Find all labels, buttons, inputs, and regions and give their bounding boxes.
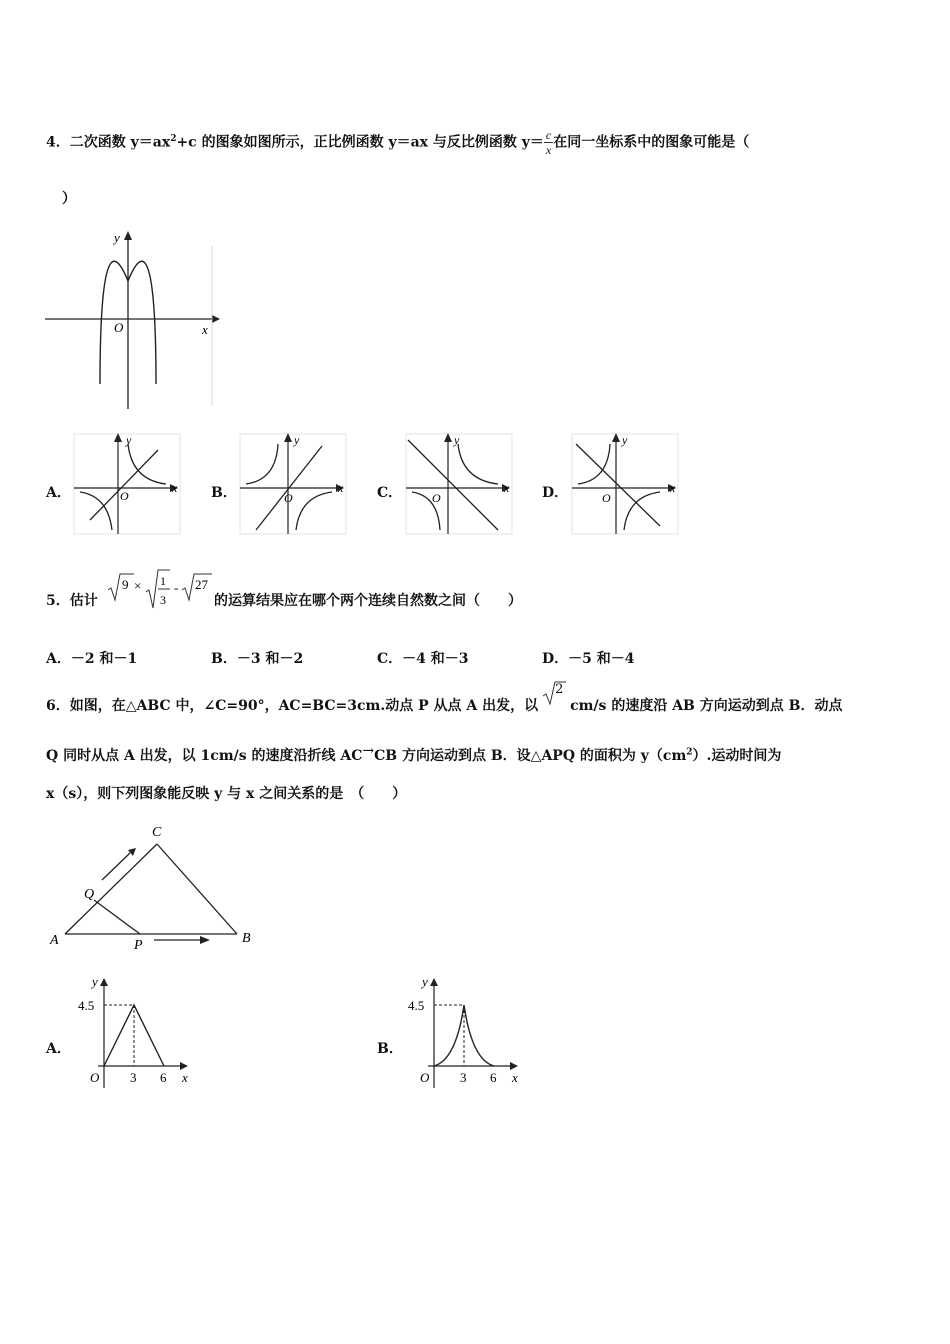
origin-label: O: [420, 1070, 430, 1085]
y-arrow-icon: [100, 978, 108, 986]
x-label: x: [338, 481, 344, 495]
proportional-line: [408, 440, 498, 530]
q5-option-d[interactable]: D．－5 和－4: [542, 651, 635, 667]
hyperbola-branch: [80, 492, 112, 530]
origin-label: O: [114, 320, 124, 335]
tick-6-label: 6: [490, 1070, 497, 1085]
y-arrow-icon: [124, 231, 132, 240]
q6-line1-a: 6．如图，在△ABC 中，∠C=90°，AC=BC=3cm.动点 P 从点 A 出发，以: [46, 698, 539, 714]
q6-line2-a: Q 同时从点 A 出发，以 1cm/s 的速度沿折线 AC: [46, 748, 363, 764]
q6-line3: x（s），则下列图象能反映 y 与 x 之间关系的是 （ ）: [46, 786, 407, 802]
x-arrow-icon: [180, 1062, 188, 1070]
x-arrow-icon: [212, 315, 220, 323]
q5-option-a[interactable]: A．－2 和－1: [46, 651, 138, 667]
tick-3-label: 3: [460, 1070, 467, 1085]
q5-option-c[interactable]: C．－4 和－3: [377, 651, 469, 667]
q5-number: 5．估计: [46, 593, 98, 609]
q4-text-a: 二次函数 y＝ax: [69, 134, 171, 151]
segment-qp: [94, 900, 140, 934]
y-label: y: [126, 433, 132, 447]
y-label: y: [422, 974, 428, 989]
q4-sup: 2: [170, 133, 177, 144]
q6-line2: [46, 745, 781, 765]
tick-6-label: 6: [160, 1070, 167, 1085]
q4-text-b: +c 的图象如图所示，正比例函数 y＝ax 与反比例函数 y＝: [176, 134, 544, 151]
hyperbola-branch: [128, 444, 166, 484]
frac-den: 3: [160, 593, 166, 607]
proportional-line: [90, 450, 158, 520]
q4-option-b-graph[interactable]: [236, 430, 348, 536]
q4-stem: [46, 128, 749, 157]
x-label: x: [172, 481, 178, 495]
label-b: B: [242, 931, 251, 946]
q6-line2-c: ）.运动时间为: [692, 748, 782, 764]
minus-sign: -: [174, 580, 179, 595]
sqrt-radicand: 2: [555, 682, 564, 697]
q4-parabola-graph: [40, 226, 220, 411]
hyperbola-branch: [246, 444, 278, 484]
q6-option-a-label[interactable]: A．: [46, 1041, 71, 1057]
q4-option-b-label[interactable]: B．: [211, 485, 237, 501]
q4-number: 4．: [46, 134, 70, 151]
y-label: y: [92, 974, 98, 989]
q5-option-b[interactable]: B．－3 和－2: [211, 651, 304, 667]
arrow-head-icon: [128, 848, 136, 856]
q6-option-b-graph[interactable]: [404, 970, 528, 1090]
q6-line2-b: CB 方向运动到点 B．设△APQ 的面积为 y（cm: [374, 748, 687, 764]
q4-option-a-label[interactable]: A．: [46, 485, 71, 501]
sqrt-radicand-9: 9: [122, 577, 129, 592]
label-p: P: [134, 938, 143, 953]
origin-label: O: [90, 1070, 100, 1085]
origin-label: O: [432, 491, 441, 505]
origin-label: O: [120, 489, 129, 503]
x-label: x: [512, 1070, 518, 1085]
q6-arrow: →: [362, 743, 375, 759]
q4-option-c-graph[interactable]: [402, 430, 514, 536]
x-label: x: [670, 481, 676, 495]
side-cb: [157, 844, 237, 934]
ymax-label: 4.5: [408, 998, 425, 1013]
x-label: x: [504, 481, 510, 495]
sqrt-sign: [108, 574, 134, 600]
x-arrow-icon: [510, 1062, 518, 1070]
proportional-line: [576, 444, 660, 526]
hyperbola-branch: [458, 444, 498, 484]
tick-3-label: 3: [130, 1070, 137, 1085]
label-q: Q: [84, 887, 95, 902]
q6-triangle-figure: [44, 818, 266, 956]
q4-text-c: 在同一坐标系中的图象可能是（: [553, 134, 750, 151]
q4-frac-num: c: [545, 128, 552, 142]
frac-num: 1: [160, 574, 166, 588]
q6-sqrt2: [542, 682, 566, 710]
q4-option-d-label[interactable]: D．: [542, 485, 569, 501]
q5-expression: [104, 568, 214, 614]
q5-text: 的运算结果应在哪个两个连续自然数之间（ ）: [214, 593, 522, 609]
hyperbola-branch: [296, 492, 332, 530]
q6-line1-b: cm/s 的速度沿 AB 方向运动到点 B．动点: [570, 698, 843, 714]
origin-label: O: [284, 491, 293, 505]
times-sign: ×: [134, 578, 142, 593]
q6-line1: [46, 682, 843, 715]
q6-option-a-graph[interactable]: [74, 970, 198, 1090]
arrow-head-icon: [200, 936, 210, 944]
q6-option-b-label[interactable]: B．: [377, 1041, 403, 1057]
q-motion-arrow: [102, 853, 130, 880]
q4-close-paren: ）: [62, 191, 76, 207]
q4-option-a-graph[interactable]: [70, 430, 182, 536]
x-label: x: [182, 1070, 188, 1085]
sqrt-radicand-27: 27: [195, 577, 208, 592]
ymax-label: 4.5: [78, 998, 95, 1013]
y-label: y: [114, 230, 120, 245]
y-label: y: [294, 433, 300, 447]
y-label: y: [622, 433, 628, 447]
side-ac: [65, 844, 157, 934]
y-label: y: [454, 433, 460, 447]
y-arrow-icon: [430, 978, 438, 986]
q4-option-d-graph[interactable]: [568, 430, 680, 536]
hyperbola-branch: [624, 492, 660, 530]
origin-label: O: [602, 491, 611, 505]
q4-frac-den: x: [545, 143, 552, 157]
label-c: C: [152, 825, 162, 840]
label-a: A: [50, 933, 59, 948]
q4-fraction: [544, 128, 553, 157]
q4-option-c-label[interactable]: C．: [377, 485, 403, 501]
q6-line2-sup: 2: [686, 747, 693, 758]
x-label: x: [202, 322, 208, 337]
